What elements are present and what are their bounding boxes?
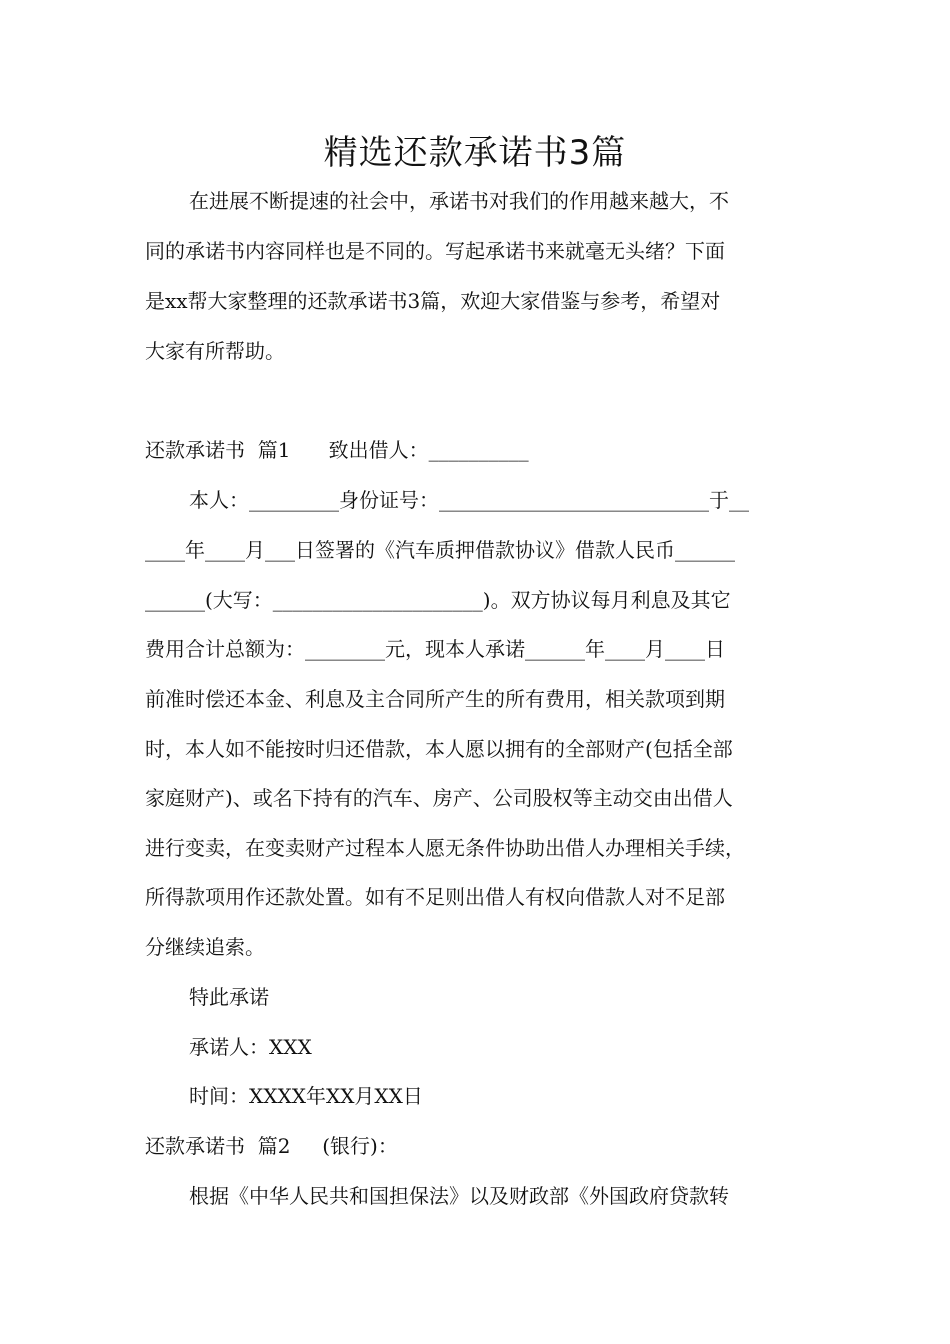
signer-line: 承诺人：XXX [189, 1035, 312, 1059]
section1-body-line: 本人：_________身份证号：___________________________于__ [189, 488, 749, 512]
section1-body-line: 时，本人如不能按时归还借款，本人愿以拥有的全部财产(包括全部 [145, 737, 733, 761]
intro-line: 在进展不断提速的社会中，承诺书对我们的作用越来越大，不 [189, 189, 729, 213]
section1-body-line: 分继续追索。 [145, 935, 265, 959]
section1-body-line: 费用合计总额为：________元，现本人承诺______年____月____日 [145, 637, 725, 661]
section1-body-line: 家庭财产)、或名下持有的汽车、房产、公司股权等主动交由出借人 [145, 786, 733, 810]
intro-line: 是xx帮大家整理的还款承诺书3篇，欢迎大家借鉴与参考，希望对 [145, 289, 721, 313]
section2-body-line: 根据《中华人民共和国担保法》以及财政部《外国政府贷款转 [189, 1184, 729, 1208]
date-line: 时间：XXXX年XX月XX日 [189, 1084, 423, 1108]
section2-heading: 还款承诺书 篇2 (银行)： [145, 1134, 398, 1158]
section1-body-line: ______(大写：_____________________)。双方协议每月利息及其它 [145, 588, 731, 612]
section1-body-line: 进行变卖，在变卖财产过程本人愿无条件协助出借人办理相关手续， [145, 836, 745, 860]
section1-body-line: ____年____月___日签署的《汽车质押借款协议》借款人民币______ [145, 538, 735, 562]
section1-body-line: 前准时偿还本金、利息及主合同所产生的所有费用，相关款项到期 [145, 687, 725, 711]
section1-body-line: 所得款项用作还款处置。如有不足则出借人有权向借款人对不足部 [145, 885, 725, 909]
intro-line: 同的承诺书内容同样也是不同的。写起承诺书来就毫无头绪？下面 [145, 239, 725, 263]
intro-line: 大家有所帮助。 [145, 339, 285, 363]
section1-heading: 还款承诺书 篇1 致出借人：__________ [145, 438, 529, 462]
page-title: 精选还款承诺书3篇 [323, 133, 627, 173]
closing-text: 特此承诺 [189, 985, 269, 1009]
